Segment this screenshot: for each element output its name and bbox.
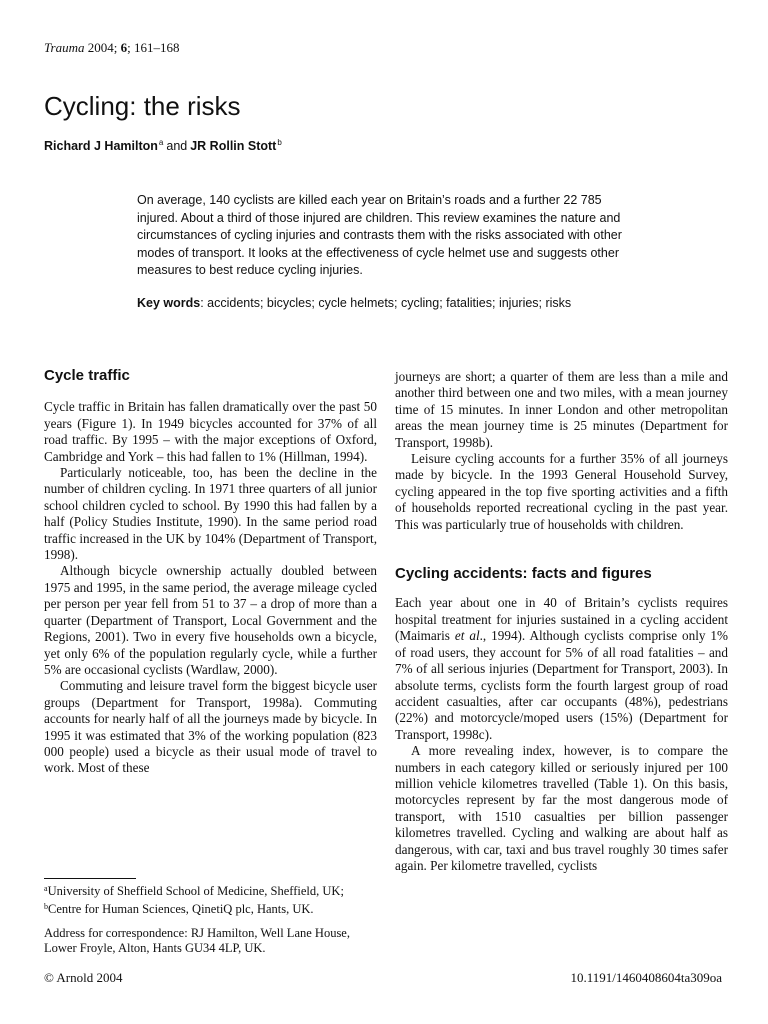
paragraph: Commuting and leisure travel form the biggest bicycle user groups (Department for Transport, 1998a). Commuting accounts for nearly half of all the journeys made by bicycle. In 1995 it was estimated that 3% of the working population (823 000 people) used a bicycle as their usual mode of travel to work. Most of these bbox=[44, 678, 377, 776]
footnotes bbox=[44, 881, 378, 917]
section-heading-accidents: Cycling accidents: facts and figures bbox=[395, 565, 652, 583]
publisher-copyright: © Arnold 2004 bbox=[44, 970, 123, 985]
paragraph bbox=[395, 595, 728, 743]
footnote-rule bbox=[44, 878, 136, 879]
left-column bbox=[44, 368, 377, 777]
paragraph: Particularly noticeable, too, has been the decline in the number of children cycling. In 1971 three quarters of all junior school children cycled to school. By 1990 this had fallen by a half (Policy Studies Institute, 1990). In the same period road traffic increased in the UK by 104% (Department of Transport, 1998). bbox=[44, 465, 377, 563]
keywords-list: : accidents; bicycles; cycle helmets; cycling; fatalities; injuries; risks bbox=[200, 296, 572, 310]
correspondence-address: Address for correspondence: RJ Hamilton, Well Lane House, Lower Froyle, Alton, Hants GU34 4LP, UK. bbox=[44, 926, 350, 955]
right-column bbox=[395, 369, 728, 874]
affiliation-mark: b bbox=[277, 138, 282, 147]
journal-pages: ; 161–168 bbox=[127, 40, 180, 55]
paragraph: Leisure cycling accounts for a further 35% of all journeys made by bicycle. In the 1993 General Household Survey, cycling appeared in the top five sporting activities and a fifth of households reported recreational cycling in the past year. This was particularly true of households with children. bbox=[395, 451, 728, 532]
paragraph-text: ., 1994). Although cyclists comprise only 1% of road users, they account for 5% of all road fatalities – and 7% of all serious injuries (Department for Transport, 2003). In absolute terms, cyclists form the fourth largest group of road accident casualties, after car occupants (48%), pedestrians (22%) and motorcycle/moped users (15%) (Department for Transport, 1998c). bbox=[395, 628, 729, 742]
author-name: Richard J Hamilton bbox=[44, 139, 158, 153]
section-heading-cycle-traffic: Cycle traffic bbox=[44, 367, 130, 384]
paragraph-text: Each year about one in 40 of Britain’s cyclists requires hospital treatment for injuries sustained in a cycling accident (Maimaris bbox=[395, 595, 728, 644]
paragraph: A more revealing index, however, is to compare the numbers in each category killed or seriously injured per 100 million vehicle kilometres travelled (Table 1). On this basis, motorcycles represent by far the most dangerous mode of transport, with 1510 casualties per billion passenger kilometres travelled. Cycling and walking are about half as dangerous, with car, taxi and bus travel roughly 30 times safer again. Per kilometre travelled, cyclists bbox=[395, 743, 728, 873]
article-title: Cycling: the risks bbox=[44, 91, 241, 121]
footnote-mark: b bbox=[44, 902, 48, 911]
paragraph: journeys are short; a quarter of them are less than a mile and another third between one and two miles, with a mean journey time of 15 minutes. In inner London and other metropolitan areas the mean journey time is 25 minutes (Department for Transport, 1998b). bbox=[395, 369, 728, 450]
footnote-mark: a bbox=[44, 884, 48, 893]
keywords-label: Key words bbox=[137, 296, 201, 310]
author-list bbox=[44, 138, 282, 153]
affiliation-mark: a bbox=[158, 138, 164, 147]
author-name: JR Rollin Stott bbox=[190, 139, 277, 153]
journal-volume: 6 bbox=[120, 40, 128, 55]
journal-year: 2004; bbox=[87, 40, 121, 55]
doi: 10.1191/1460408604ta309oa bbox=[570, 970, 722, 985]
keywords bbox=[137, 295, 637, 312]
journal-citation bbox=[44, 40, 179, 56]
paragraph: Cycle traffic in Britain has fallen dramatically over the past 50 years (Figure 1). In 1949 bicycles accounted for 37% of all road traffic. By 1995 – with the major exceptions of Oxford, Cambridge and York – this had fallen to 1% (Hillman, 1994). bbox=[44, 399, 377, 464]
et-al: et al bbox=[454, 628, 480, 644]
footnote-b: Centre for Human Sciences, QinetiQ plc, Hants, UK. bbox=[48, 902, 314, 916]
footnote-a: University of Sheffield School of Medicine, Sheffield, UK; bbox=[47, 884, 344, 898]
journal-name: Trauma bbox=[44, 40, 85, 55]
authors-conjunction: and bbox=[166, 139, 188, 153]
abstract: On average, 140 cyclists are killed each year on Britain’s roads and a further 22 785 injured. About a third of those injured are children. This review examines the nature and circumstances of cycling injuries and contrasts them with the risks associated with other modes of transport. It looks at the effectiveness of cycle helmet use and suggests other measures to best reduce cycling injuries. bbox=[137, 193, 622, 277]
paragraph: Although bicycle ownership actually doubled between 1975 and 1995, in the same period, the average mileage cycled per person per year fell from 51 to 37 – a drop of more than a quarter (Department of Transport, Local Government and the Regions, 2001). Two in every five households own a bicycle, yet only 6% of the population regularly cycle, while a further 5% are occasional cyclists (Wardlaw, 2000). bbox=[44, 563, 377, 677]
